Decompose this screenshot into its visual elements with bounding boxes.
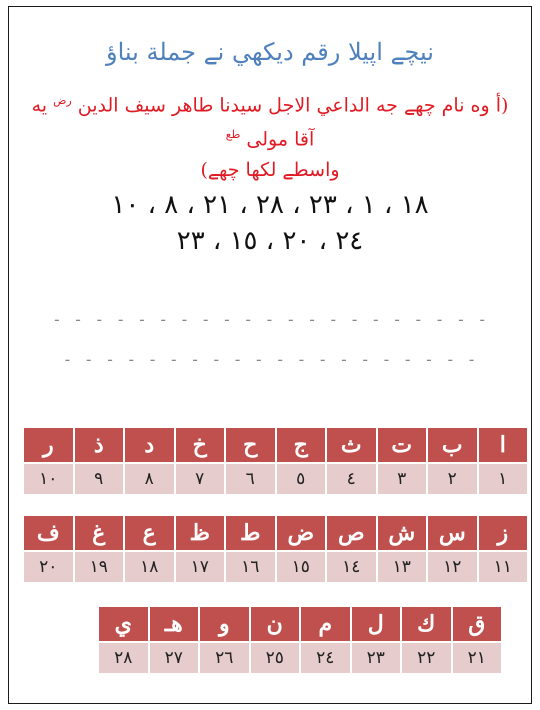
value-cell: ٥	[276, 463, 327, 495]
values-row	[98, 642, 502, 674]
letter-cell: س	[427, 515, 478, 551]
letter-cell: ف	[23, 515, 74, 551]
letter-cell: خ	[175, 427, 226, 463]
letters-row	[23, 427, 528, 463]
ta-abbrev: طع	[225, 128, 241, 142]
letter-cell: ب	[427, 427, 478, 463]
value-cell: ٢٦	[199, 642, 250, 674]
value-cell: ٢٨	[98, 642, 149, 674]
letter-value-table-3	[98, 606, 502, 674]
letter-cell: غ	[74, 515, 125, 551]
letter-cell: ص	[326, 515, 377, 551]
value-cell: ١٤	[326, 551, 377, 583]
value-cell: ١٥	[276, 551, 327, 583]
values-row	[23, 463, 528, 495]
value-cell: ١١	[478, 551, 529, 583]
value-cell: ٢٣	[351, 642, 402, 674]
letter-cell: م	[300, 606, 351, 642]
value-cell: ٢١	[452, 642, 503, 674]
letter-cell: ت	[377, 427, 428, 463]
letter-cell: ح	[225, 427, 276, 463]
value-cell: ٢٥	[250, 642, 301, 674]
letter-value-table-1	[23, 427, 528, 495]
letter-cell: ث	[326, 427, 377, 463]
number-sequence-line-1: ١٨ ، ١ ، ٢٣ ، ٢٨ ، ٢١ ، ٨ ، ١٠	[111, 190, 429, 220]
letter-cell: ج	[276, 427, 327, 463]
value-cell: ١٧	[175, 551, 226, 583]
letter-cell: د	[124, 427, 175, 463]
instructions	[26, 86, 514, 185]
letters-row	[23, 515, 528, 551]
value-cell: ٩	[74, 463, 125, 495]
letter-cell: ض	[276, 515, 327, 551]
letter-cell: هـ	[149, 606, 200, 642]
letter-cell: ل	[351, 606, 402, 642]
letter-cell: ط	[225, 515, 276, 551]
value-cell: ٢٠	[23, 551, 74, 583]
letters-row	[98, 606, 502, 642]
instruction-line-2: واسطے لکھا چھے)	[200, 158, 340, 181]
value-cell: ٤	[326, 463, 377, 495]
letter-cell: ش	[377, 515, 428, 551]
value-cell: ١٦	[225, 551, 276, 583]
values-row	[23, 551, 528, 583]
value-cell: ٢	[427, 463, 478, 495]
letter-cell: ظ	[175, 515, 226, 551]
value-cell: ١٠	[23, 463, 74, 495]
value-cell: ١٣	[377, 551, 428, 583]
letter-cell: ق	[452, 606, 503, 642]
ra-abbrev: رض	[53, 94, 72, 107]
value-cell: ١٩	[74, 551, 125, 583]
answer-blank-line-1[interactable]: - - - - - - - - - - - - - - - - - - - - -	[52, 310, 488, 329]
value-cell: ٣	[377, 463, 428, 495]
value-cell: ١٢	[427, 551, 478, 583]
letter-cell: ك	[401, 606, 452, 642]
value-cell: ٢٧	[149, 642, 200, 674]
value-cell: ٦	[225, 463, 276, 495]
letter-cell: ز	[478, 515, 529, 551]
letter-cell: ي	[98, 606, 149, 642]
value-cell: ٨	[124, 463, 175, 495]
letter-cell: ا	[478, 427, 529, 463]
answer-blank-line-2[interactable]: - - - - - - - - - - - - - - - - - - - -	[62, 350, 478, 369]
instruction-line-1a: (أ وه نام چھے جه الداعي الاجل سيدنا طاهر سيف الدين	[71, 94, 509, 117]
value-cell: ١	[478, 463, 529, 495]
worksheet-title: نیچے اپیلا رقم دیکھي نے جملة بناؤ	[106, 38, 434, 66]
letter-cell: ن	[250, 606, 301, 642]
letter-cell: ع	[124, 515, 175, 551]
value-cell: ٧	[175, 463, 226, 495]
letter-cell: ر	[23, 427, 74, 463]
letter-cell: ذ	[74, 427, 125, 463]
letter-value-table-2	[23, 515, 528, 583]
number-sequence-line-2: ٢٤ ، ٢٠ ، ١٥ ، ٢٣	[176, 226, 364, 256]
value-cell: ٢٢	[401, 642, 452, 674]
value-cell: ١٨	[124, 551, 175, 583]
letter-cell: و	[199, 606, 250, 642]
value-cell: ٢٤	[300, 642, 351, 674]
instruction-line-1b: يه آقا مولى	[31, 94, 315, 151]
